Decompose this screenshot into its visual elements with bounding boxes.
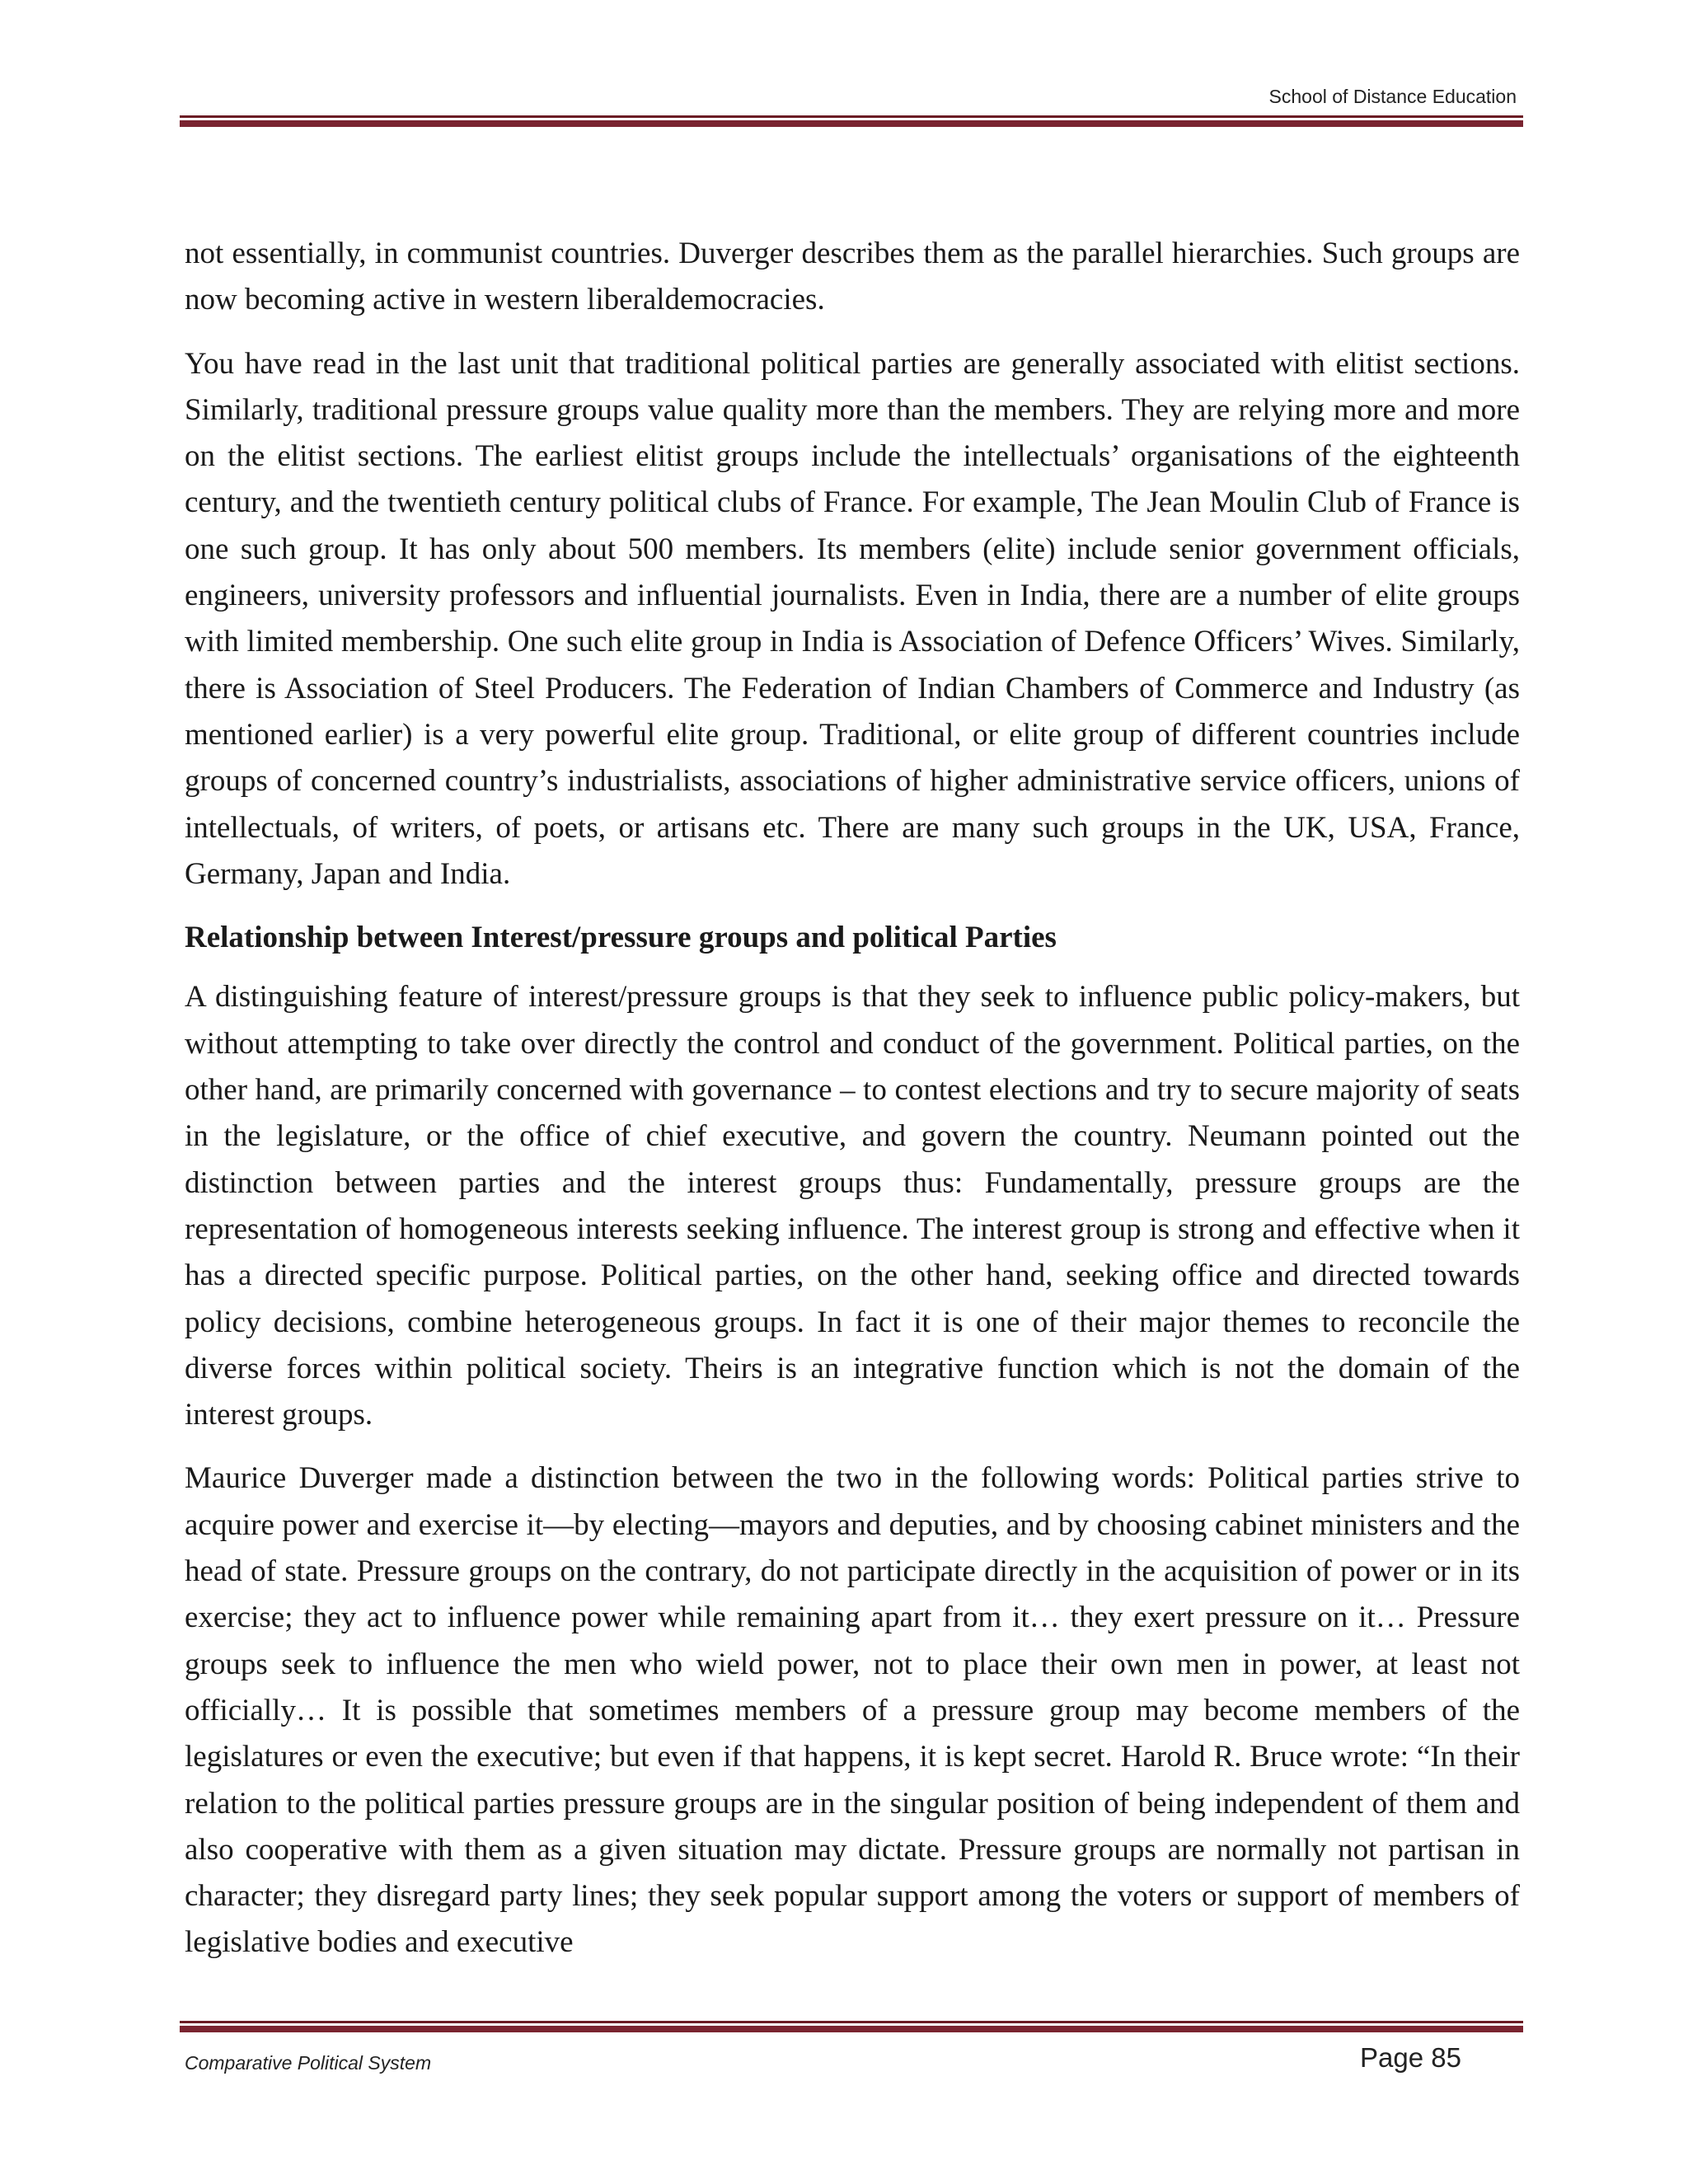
header-title: School of Distance Education — [1268, 86, 1517, 107]
footer-course-title: Comparative Political System — [185, 2052, 432, 2074]
footer-rule — [180, 2021, 1523, 2032]
header-rule — [180, 115, 1523, 127]
body-paragraph: not essentially, in communist countries. Duverger describes them as the parallel hierarchies. Such groups are now becoming active in western liberaldemocracies. — [185, 237, 1520, 317]
page-number: Page 85 — [1360, 2042, 1461, 2073]
body-paragraph: Maurice Duverger made a distinction between the two in the following words: Political parties strive to acquire power and exercise it—by electing—mayors and deputies, and by choosing cabinet ministers and the head of state. Pressure groups on the contrary, do not participate directly in the acquisition of power or in its exercise; they act to influence power while remaining apart from it… they exert pressure on it… Pressure groups seek to influence the men who wield power, not to place their own men in power, at least not officially… It is possible that sometimes members of a pressure group may become members of the legislatures or even the executive; but even if that happens, it is kept secret. Harold R. Bruce wrote: “In their relation to the political parties pressure groups are in the singular position of being independent of them and also cooperative with them as a given situation may dictate. Pressure groups are normally not partisan in character; they disregard party lines; they seek popular support among the voters or support of members of legislative bodies and executive — [185, 1461, 1520, 1960]
page-body — [185, 231, 1520, 1984]
body-paragraph: You have read in the last unit that traditional political parties are generally associated with elitist sections. Similarly, traditional pressure groups value quality more than the members. They are relying more and more on the elitist sections. The earliest elitist groups include the intellectuals’ organisations of the eighteenth century, and the twentieth century political clubs of France. For example, The Jean Moulin Club of France is one such group. It has only about 500 members. Its members (elite) include senior government officials, engineers, university professors and influential journalists. Even in India, there are a number of elite groups with limited membership. One such elite group in India is Association of Defence Officers’ Wives. Similarly, there is Association of Steel Producers. The Federation of Indian Chambers of Commerce and Industry (as mentioned earlier) is a very powerful elite group. Traditional, or elite group of different countries include groups of concerned country’s industrialists, associations of higher administrative service officers, unions of intellectuals, of writers, of poets, or artisans etc. There are many such groups in the UK, USA, France, Germany, Japan and India. — [185, 346, 1520, 891]
body-paragraph: A distinguishing feature of interest/pressure groups is that they seek to influence public policy-makers, but without attempting to take over directly the control and conduct of the government. Political parties, on the other hand, are primarily concerned with governance – to contest elections and try to secure majority of seats in the legislature, or the office of chief executive, and govern the country. Neumann pointed out the distinction between parties and the interest groups thus: Fundamentally, pressure groups are the representation of homogeneous interests seeking influence. The interest group is strong and effective when it has a directed specific purpose. Political parties, on the other hand, seeking office and directed towards policy decisions, combine heterogeneous groups. In fact it is one of their major themes to reconcile the diverse forces within political society. Theirs is an integrative function which is not the domain of the interest groups. — [185, 980, 1520, 1432]
section-heading: Relationship between Interest/pressure groups and political Parties — [185, 921, 1057, 955]
